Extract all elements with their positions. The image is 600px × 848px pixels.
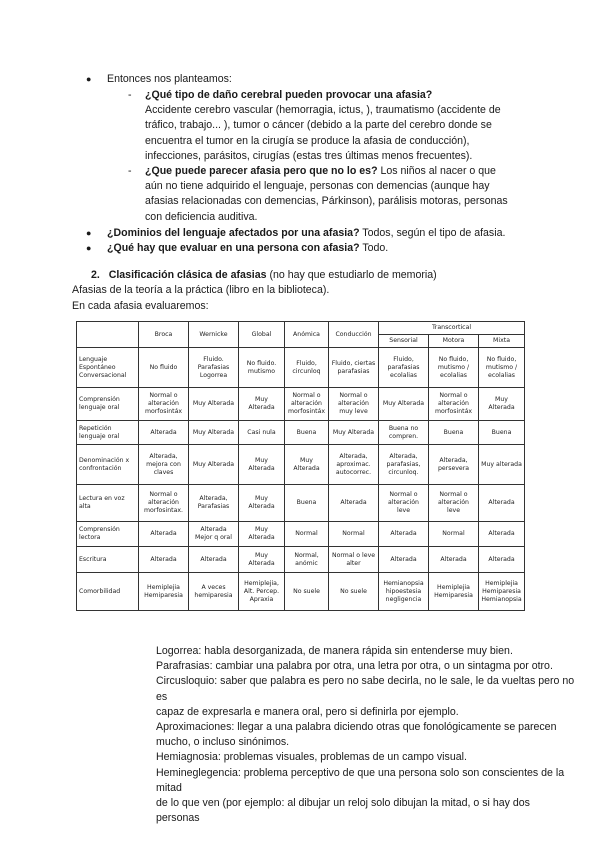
table-cell: Alterada, persevera xyxy=(429,445,479,485)
question-1 xyxy=(145,88,565,164)
header-global: Global xyxy=(239,322,285,348)
bullet-dot: ● xyxy=(86,74,92,84)
table-cell: A veces hemiparesia xyxy=(189,573,239,611)
bullet-main-text: Entonces nos planteamos: xyxy=(107,73,232,85)
bullet-dot: ● xyxy=(86,243,92,253)
bullet-dot: ● xyxy=(86,228,92,238)
table-cell: Hemiplejia, Alt. Percep. Apraxia xyxy=(239,573,285,611)
table-cell: Muy Alterada xyxy=(239,445,285,485)
table-cell: Muy Alterada xyxy=(189,445,239,485)
table-cell: Muy Alterada xyxy=(479,388,525,421)
table-cell: Normal o leve alter xyxy=(329,547,379,573)
row-label: Lenguaje Espontáneo Conversacional xyxy=(77,348,139,388)
table-cell: Alterada Mejor q oral xyxy=(189,522,239,547)
table-cell: Buena xyxy=(429,421,479,445)
header-mixta: Mixta xyxy=(479,335,525,348)
table-cell: Muy Alterada xyxy=(379,388,429,421)
table-cell: No fluido, mutismo / ecolalias xyxy=(479,348,525,388)
header-wernicke: Wernicke xyxy=(189,322,239,348)
table-cell: Normal o alteración morfosintax. xyxy=(139,485,189,522)
question-2-line: aún no tiene adquirido el lenguaje, personas con demencias (aunque hay xyxy=(145,180,490,193)
question-1-title: ¿Qué tipo de daño cerebral pueden provocar una afasia? xyxy=(145,89,433,101)
table-cell: Normal o alteración morfosintáx xyxy=(429,388,479,421)
section-2-heading xyxy=(91,268,561,283)
table-cell: Normal o alteración leve xyxy=(429,485,479,522)
header-sensorial: Sensorial xyxy=(379,335,429,348)
bullet-domains-title: ¿Dominios del lenguaje afectados por una afasia? xyxy=(107,227,360,239)
row-label: Comprensión lenguaje oral xyxy=(77,388,139,421)
table-cell: No suele xyxy=(285,573,329,611)
table-cell: Alterada xyxy=(139,522,189,547)
table-cell: Alterada xyxy=(139,421,189,445)
header-transcortical: Transcortical xyxy=(379,322,525,335)
table-cell: Alterada xyxy=(479,485,525,522)
row-label: Denominación x confrontación xyxy=(77,445,139,485)
table-row xyxy=(77,421,525,445)
table-cell: Normal o alteración muy leve xyxy=(329,388,379,421)
table-cell: Normal o alteración morfosintáx xyxy=(285,388,329,421)
table-cell: Normal o alteración leve xyxy=(379,485,429,522)
table-cell: Alterada xyxy=(379,547,429,573)
table-cell: Alterada xyxy=(479,522,525,547)
section-title: Clasificación clásica de afasias xyxy=(108,269,267,281)
table-cell: Alterada xyxy=(189,547,239,573)
header-motora: Motora xyxy=(429,335,479,348)
table-cell: No fluido, mutismo / ecolalias xyxy=(429,348,479,388)
definition-line: Aproximaciones: llegar a una palabra diciendo otras que fonológicamente se parecen xyxy=(156,721,557,734)
table-cell: Normal xyxy=(329,522,379,547)
table-row xyxy=(77,445,525,485)
row-label: Lectura en voz alta xyxy=(77,485,139,522)
bullet-domains xyxy=(107,226,577,241)
table-cell: Alterada, Parafasias xyxy=(189,485,239,522)
section-line: En cada afasia evaluaremos: xyxy=(72,300,209,312)
table-cell: No fluido. mutismo xyxy=(239,348,285,388)
bullet-evaluate-text: Todo. xyxy=(359,242,389,254)
definition-line: capaz de expresarla e manera oral, pero si definirla por ejemplo. xyxy=(156,705,459,718)
definitions-block xyxy=(156,644,576,826)
row-label: Escritura xyxy=(77,547,139,573)
table-cell: Alterada, parafasias, circunloq. xyxy=(379,445,429,485)
table-cell: Fluido, ciertas parafasias xyxy=(329,348,379,388)
aphasia-classification-table xyxy=(76,321,525,611)
row-label: Comorbilidad xyxy=(77,573,139,611)
table-cell: Alterada xyxy=(479,547,525,573)
definition-line: Logorrea: habla desorganizada, de manera rápida sin entenderse muy bien. xyxy=(156,645,513,657)
table-cell: Buena xyxy=(285,421,329,445)
table-cell: Hemiplejia Hemiparesia xyxy=(139,573,189,611)
table-cell: Normal o alteración morfosintáx xyxy=(139,388,189,421)
table-cell: Muy Alterada xyxy=(239,547,285,573)
row-label: Comprensión lectora xyxy=(77,522,139,547)
table-cell: Normal xyxy=(285,522,329,547)
definition-line: Circusloquio: saber que palabra es pero no sabe decirla, no le sale, le da vueltas pero no es xyxy=(156,675,575,703)
definition-line: Hemiagnosia: problemas visuales, problemas de un campo visual. xyxy=(156,751,467,764)
table-cell: Fluido. Parafasias Logorrea xyxy=(189,348,239,388)
table-cell: Alterada xyxy=(379,522,429,547)
table-row xyxy=(77,485,525,522)
table-cell: Alterada, mejora con claves xyxy=(139,445,189,485)
table-cell: Buena xyxy=(285,485,329,522)
bullet-evaluate xyxy=(107,241,577,256)
table-cell: Alterada xyxy=(329,485,379,522)
table-cell: Normal xyxy=(429,522,479,547)
table-cell: No fluido xyxy=(139,348,189,388)
table-cell: Casi nula xyxy=(239,421,285,445)
header-anomica: Anómica xyxy=(285,322,329,348)
table-cell: Muy Alterada xyxy=(239,388,285,421)
bullet-domains-text: Todos, según el tipo de afasia. xyxy=(359,227,506,239)
question-2 xyxy=(145,164,565,225)
table-cell: Fluido, parafasias ecolalias xyxy=(379,348,429,388)
dash-marker: - xyxy=(128,89,132,101)
table-cell: Muy alterada xyxy=(479,445,525,485)
question-1-line: infecciones, parásitos, cirugías (estas tres últimas menos frecuentes). xyxy=(145,149,473,162)
definition-line: Parafrasias: cambiar una palabra por otra, una letra por otra, o un sintagma por otro. xyxy=(156,660,553,673)
table-cell: Muy Alterada xyxy=(239,485,285,522)
table-cell: Muy Alterada xyxy=(189,421,239,445)
bullet-evaluate-title: ¿Qué hay que evaluar en una persona con afasia? xyxy=(107,242,360,254)
table-cell: Muy Alterada xyxy=(285,445,329,485)
table-cell: Muy Alterada xyxy=(239,522,285,547)
header-conduccion: Conducción xyxy=(329,322,379,348)
table-cell: Normal, anómic xyxy=(285,547,329,573)
table-row xyxy=(77,547,525,573)
table-row xyxy=(77,573,525,611)
section-line: Afasias de la teoría a la práctica (libro en la biblioteca). xyxy=(72,284,330,296)
section-note: (no hay que estudiarlo de memoria) xyxy=(266,269,437,281)
table-cell: Alterada xyxy=(429,547,479,573)
header-broca: Broca xyxy=(139,322,189,348)
question-2-line: con deficiencia auditiva. xyxy=(145,210,258,223)
question-1-line: encuentra el tumor en la cirugía se produce la afasia de conducción), xyxy=(145,134,470,147)
definition-line: de lo que ven (por ejemplo: al dibujar un reloj solo dibujan la mitad, o si hay dos personas xyxy=(156,797,530,825)
section-number: 2. xyxy=(91,269,100,281)
table-row xyxy=(77,522,525,547)
table-row xyxy=(77,348,525,388)
table-cell: Buena no compren. xyxy=(379,421,429,445)
table-cell: Hemianopsia hipoestesia negligencia xyxy=(379,573,429,611)
table-corner xyxy=(77,322,139,348)
question-2-line: afasias relacionadas con demencias, Párkinson), parálisis motoras, personas xyxy=(145,195,508,208)
table-cell: Muy Alterada xyxy=(189,388,239,421)
question-1-line: tráfico, trabajo... ), tumor o cáncer (debido a la parte del cerebro donde se xyxy=(145,119,492,132)
table-cell: Alterada xyxy=(139,547,189,573)
table-cell: Hemiplejia Hemiparesia xyxy=(429,573,479,611)
dash-marker: - xyxy=(128,165,132,177)
row-label: Repetición lenguaje oral xyxy=(77,421,139,445)
table-cell: Buena xyxy=(479,421,525,445)
definition-line: mucho, o incluso sinónimos. xyxy=(156,736,290,749)
question-2-title: ¿Que puede parecer afasia pero que no lo es? xyxy=(145,165,378,177)
table-cell: Fluido, circunloq xyxy=(285,348,329,388)
question-1-line: Accidente cerebro vascular (hemorragia, ictus, ), traumatismo (accidente de xyxy=(145,104,501,117)
definition-line: Hemineglegencia: problema perceptivo de que una persona solo son conscientes de la mitad xyxy=(156,766,565,794)
table-row xyxy=(77,388,525,421)
table-cell: No suele xyxy=(329,573,379,611)
question-2-first: Los niños al nacer o que xyxy=(377,165,496,177)
table-cell: Hemiplejia Hemiparesia Hemianopsia xyxy=(479,573,525,611)
table-cell: Alterada, aproximac. autocorrec. xyxy=(329,445,379,485)
table-cell: Muy Alterada xyxy=(329,421,379,445)
